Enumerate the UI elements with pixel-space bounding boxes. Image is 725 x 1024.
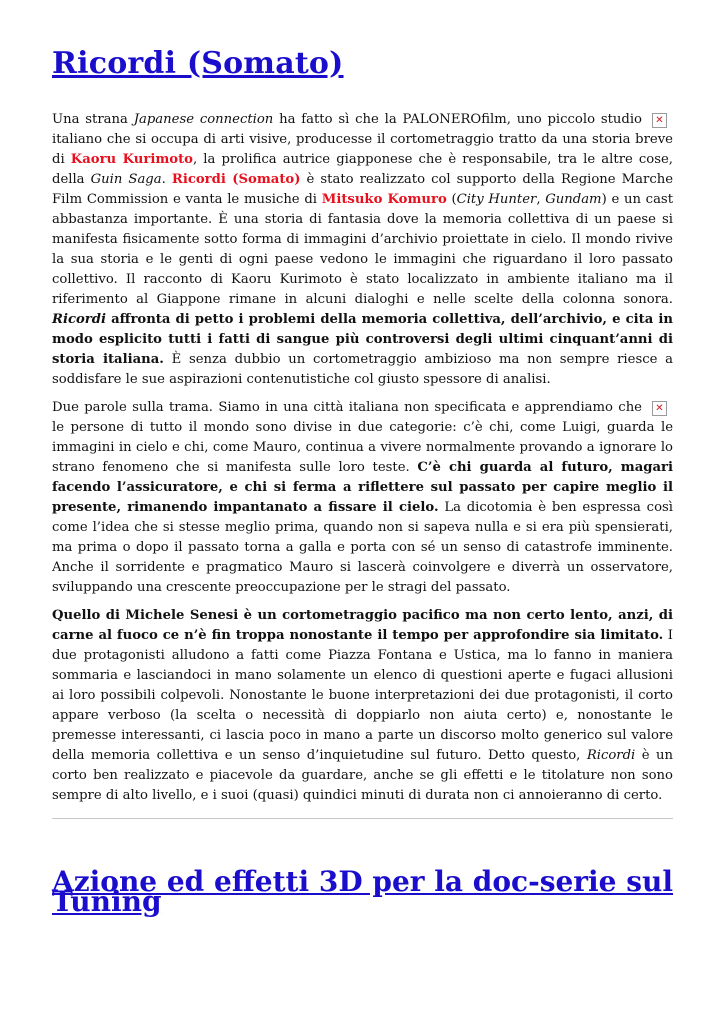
broken-image-icon: ✕ bbox=[652, 401, 667, 416]
paragraph-intro bbox=[52, 110, 673, 390]
text: È senza dubbio un cortometraggio ambizioso ma non sempre riesce a soddisfare le sue aspirazioni contenutistiche col giusto spessore di analisi. bbox=[52, 352, 673, 387]
paragraph-plot bbox=[52, 398, 673, 598]
text: ( bbox=[446, 192, 457, 207]
text: La dicotomia è ben espressa così come l’idea che si stesse meglio prima, quando non si sapeva nulla e si era più spensierati, ma prima o dopo il passato torna a galla e porta con sé un senso di catastrofe imminente. Anche il sorridente e pragmatico Mauro si lascerà coinvolgere e diverrà un osservatore, sviluppando una crescente preoccupazione per le stragi del passato. bbox=[52, 500, 673, 595]
text: è stato realizzato col supporto della Regione Marche Film Commission e vanta le musiche di bbox=[52, 172, 673, 207]
text: ha fatto sì che la PALONEROfilm, uno piccolo studio italiano che si occupa di arti visive, producesse il cortometraggio tratto da una storia breve di bbox=[52, 112, 673, 167]
section-divider bbox=[52, 818, 673, 819]
article-title-link[interactable]: Ricordi (Somato) bbox=[52, 46, 344, 81]
next-article-title-link[interactable]: Azione ed effetti 3D per la doc-serie sul Tuning bbox=[52, 865, 674, 918]
italic-text: Gundam bbox=[545, 192, 602, 207]
text: , bbox=[536, 192, 546, 207]
bold-text: Quello di Michele Senesi è un cortometraggio pacifico ma non certo lento, anzi, di carne al fuoco ce n’è fin troppa nonostante il tempo per approfondire sia limitato. bbox=[52, 608, 673, 643]
bold-italic-text: Ricordi bbox=[52, 312, 106, 327]
text: ) e un cast abbastanza importante. È una storia di fantasia dove la memoria collettiva di un paese si manifesta fisicamente sotto forma di immagini d’archivio proiettate in cielo. Il mondo rivive la sua storia e le genti di ogni paese vedono le immagini che riguardano il loro passato collettivo. Il racconto di Kaoru Kurimoto è stato localizzato in ambiente italiano ma il riferimento al Giappone rimane in alcuni dialoghi e nelle scelte della colonna sonora. bbox=[52, 192, 673, 307]
highlight-name-mitsuko-komuro: Mitsuko Komuro bbox=[321, 192, 447, 207]
highlight-name-kaoru-kurimoto: Kaoru Kurimoto bbox=[70, 152, 193, 167]
italic-text: Guin Saga bbox=[90, 172, 162, 187]
italic-text: City Hunter bbox=[456, 192, 537, 207]
italic-text: Japanese connection bbox=[133, 112, 274, 127]
text: Una strana bbox=[52, 112, 134, 127]
bold-text: C’è chi guarda al futuro, magari facendo l’assicuratore, e chi si ferma a riflettere sul passato per capire meglio il presente, rimanendo impantanato a fissare il cielo. bbox=[52, 460, 673, 515]
text: è un corto ben realizzato e piacevole da guardare, anche se gli effetti e le titolature non sono sempre di alto livello, e i suoi (quasi) quindici minuti di durata non ci annoieranno di certo. bbox=[52, 748, 673, 803]
italic-text: Ricordi bbox=[586, 748, 636, 763]
paragraph-review bbox=[52, 606, 673, 806]
article-body bbox=[52, 110, 673, 814]
bold-text: affronta di petto i problemi della memoria collettiva, dell’archivio, e cita in modo esplicito tutti i fatti di sangue più controversi degli ultimi cinquant’anni di storia italiana. bbox=[52, 312, 673, 367]
text: Due parole sulla trama. Siamo in una città italiana non specificata e apprendiamo che le persone di tutto il mondo sono divise in due categorie: c’è chi, come Luigi, guarda le immagini in cielo e chi, come Mauro, continua a vivere normalmente provando a ignorare lo strano fenomeno che si manifesta sulle loro teste. bbox=[52, 400, 673, 475]
text: , la prolifica autrice giapponese che è responsabile, tra le altre cose, della bbox=[52, 152, 673, 187]
text: . bbox=[161, 172, 172, 187]
text: I due protagonisti alludono a fatti come Piazza Fontana e Ustica, ma lo fanno in maniera sommaria e lasciandoci in mano solamente un elenco di questioni aperte e fugaci allusioni ai loro possibili colpevoli. Nonostante le buone interpretazioni dei due protagonisti, il corto appare verboso (la scelta o necessità di doppiarlo non aiuta certo) e, nonostante le premesse interessanti, ci lascia poco in mano a parte un discorso molto generico sul valore della memoria collettiva e un senso d’inquietudine sul futuro. Detto questo, bbox=[52, 628, 673, 763]
broken-image-icon: ✕ bbox=[652, 113, 667, 128]
highlight-title-ricordi: Ricordi (Somato) bbox=[171, 172, 301, 187]
